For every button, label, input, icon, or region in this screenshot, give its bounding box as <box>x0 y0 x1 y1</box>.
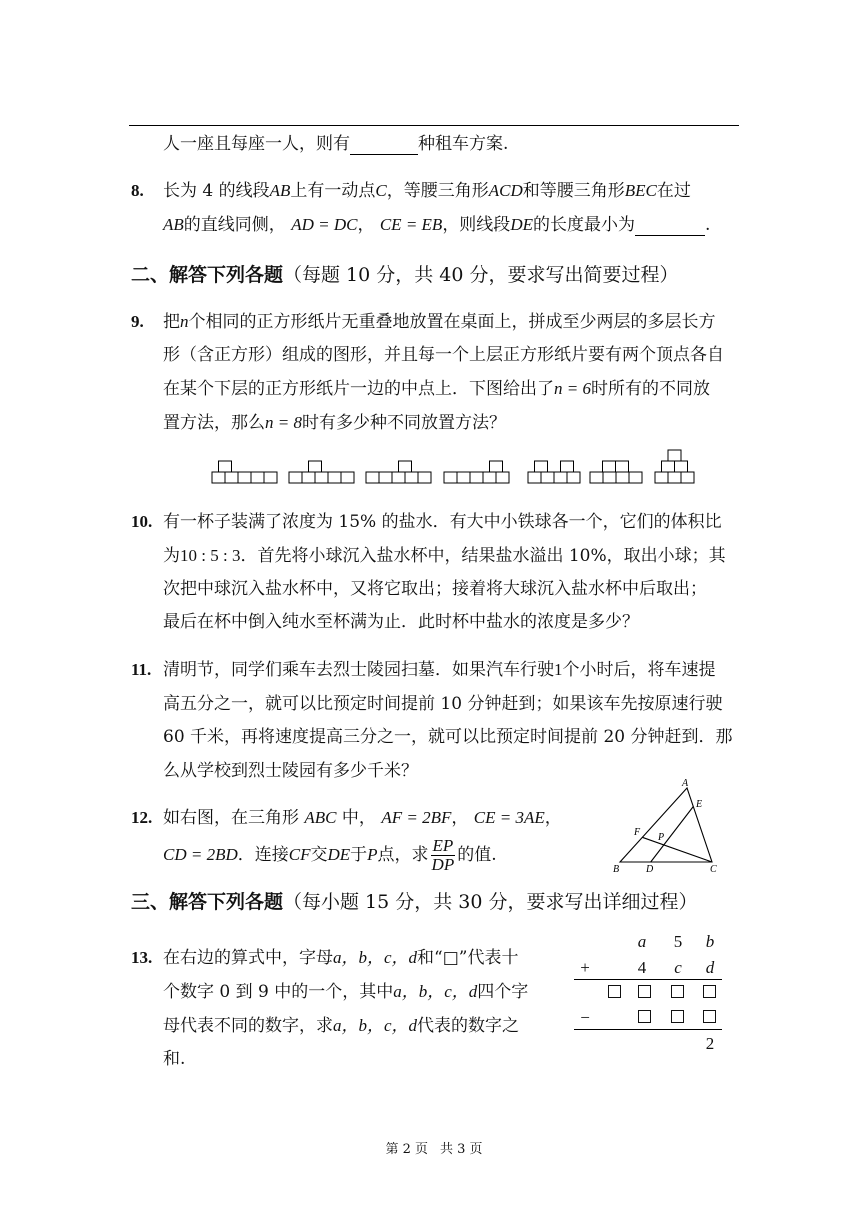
arrangement-6 <box>590 461 642 483</box>
arrangement-4 <box>444 461 509 483</box>
page-footer <box>0 1138 868 1157</box>
answer-blank[interactable] <box>635 215 705 236</box>
sum-line <box>574 979 722 980</box>
header-rule <box>129 125 739 126</box>
page-number: 第 2 页 <box>385 1142 428 1157</box>
difference-line <box>574 1029 722 1030</box>
digit-d: d <box>705 958 715 977</box>
vertex-c-label: C <box>710 864 717 875</box>
point-d-label: D <box>646 864 654 875</box>
q11-line4: 么从学校到烈士陵园有多少千米？ <box>163 761 418 781</box>
q9-number: 9. <box>131 312 144 331</box>
q12-number: 12. <box>131 808 153 827</box>
point-f-label: F <box>634 827 641 838</box>
q13-line2: 个数字 0 到 9 中的一个，其中a，b，c，d四个字 <box>163 982 529 1002</box>
plus-sign: + <box>580 958 590 977</box>
q8-line1: 长为 4 的线段AB上有一动点C，等腰三角形ACD和等腰三角形BEC在过 <box>163 181 691 201</box>
q11-line1: 清明节，同学们乘车去烈士陵园扫墓．如果汽车行驶1个小时后，将车速提 <box>163 660 716 680</box>
digit-5: 5 <box>673 932 683 951</box>
result-digit: 2 <box>705 1034 715 1053</box>
point-p-label: P <box>658 832 665 843</box>
q10-number: 10. <box>131 512 153 531</box>
q10-line1: 有一杯子装满了浓度为 15% 的盐水．有大中小铁球各一个，它们的体积比 <box>163 512 722 532</box>
q8-line2: AB的直线同侧， AD = DC， CE = EB，则线段DE的长度最小为 . <box>163 215 711 235</box>
ep-over-dp-fraction: $\frac{EP}{DP}$ <box>431 836 455 874</box>
q13-line3: 母代表不同的数字，求a，b，c，d代表的数字之 <box>163 1016 520 1036</box>
q9-line2: 形（含正方形）组成的图形，并且每一个上层正方形纸片要有两个顶点各自 <box>163 345 724 365</box>
digit-4: 4 <box>637 958 647 977</box>
arrangement-5 <box>528 461 580 483</box>
q13-number: 13. <box>131 948 153 967</box>
arrangement-1 <box>212 461 277 483</box>
q13-arithmetic <box>570 930 730 1060</box>
sum-box <box>671 985 684 998</box>
digit-b: b <box>705 932 715 951</box>
q12-triangle-figure <box>612 780 722 875</box>
digit-a: a <box>637 932 647 951</box>
q9-line3: 在某个下层的正方形纸片一边的中点上．下图给出了n = 6时所有的不同放 <box>163 379 710 399</box>
q9-arrangements-figure <box>210 448 700 488</box>
q10-line2: 为10 : 5 : 3．首先将小球沉入盐水杯中，结果盐水溢出 10%，取出小球；其 <box>163 546 726 566</box>
q12-line1: 如右图，在三角形 ABC 中， AF = 2BF， CE = 3AE， <box>163 808 562 828</box>
sub-box <box>703 1010 716 1023</box>
total-pages: 共 3 页 <box>440 1142 483 1157</box>
digit-c: c <box>674 958 682 977</box>
q8-number: 8. <box>131 181 144 200</box>
q11-line3: 60 千米，再将速度提高三分之一，就可以比预定时间提前 20 分钟赶到．那 <box>163 727 733 747</box>
sub-box <box>671 1010 684 1023</box>
sum-box <box>638 985 651 998</box>
q12-line2: CD = 2BD．连接CF交DE于P点，求 $\frac{EP}{DP}$ 的值. <box>163 836 497 874</box>
q11-number: 11. <box>131 660 152 679</box>
answer-blank[interactable] <box>350 134 418 155</box>
arrangement-7 <box>655 450 694 483</box>
q7-tail: 人一座且每座一人，则有 种租车方案. <box>163 134 509 154</box>
point-e-label: E <box>696 799 703 810</box>
q11-line2: 高五分之一，就可以比预定时间提前 10 分钟赶到；如果该车先按原速行驶 <box>163 694 723 714</box>
q9-line4: 置方法，那么n = 8时有多少种不同放置方法？ <box>163 413 506 433</box>
q13-line4: 和. <box>163 1049 186 1069</box>
section-2-heading: 二、解答下列各题（每题 10 分，共 40 分，要求写出简要过程） <box>131 264 679 286</box>
q9-line1: 把n个相同的正方形纸片无重叠地放置在桌面上，拼成至少两层的多层长方 <box>163 312 716 332</box>
sub-box <box>638 1010 651 1023</box>
vertex-b-label: B <box>613 864 620 875</box>
q13-line1: 在右边的算式中，字母a，b，c，d和“□”代表十 <box>163 948 519 968</box>
section-3-heading: 三、解答下列各题（每小题 15 分，共 30 分，要求写出详细过程） <box>131 891 698 913</box>
q10-line4: 最后在杯中倒入纯水至杯满为止．此时杯中盐水的浓度是多少？ <box>163 612 639 632</box>
arrangement-3 <box>366 461 431 483</box>
sum-box <box>703 985 716 998</box>
sum-box <box>608 985 621 998</box>
vertex-a-label: A <box>682 778 689 789</box>
arrangement-2 <box>289 461 354 483</box>
q10-line3: 次把中球沉入盐水杯中，又将它取出；接着将大球沉入盐水杯中后取出； <box>163 579 707 599</box>
minus-sign: − <box>580 1008 590 1027</box>
